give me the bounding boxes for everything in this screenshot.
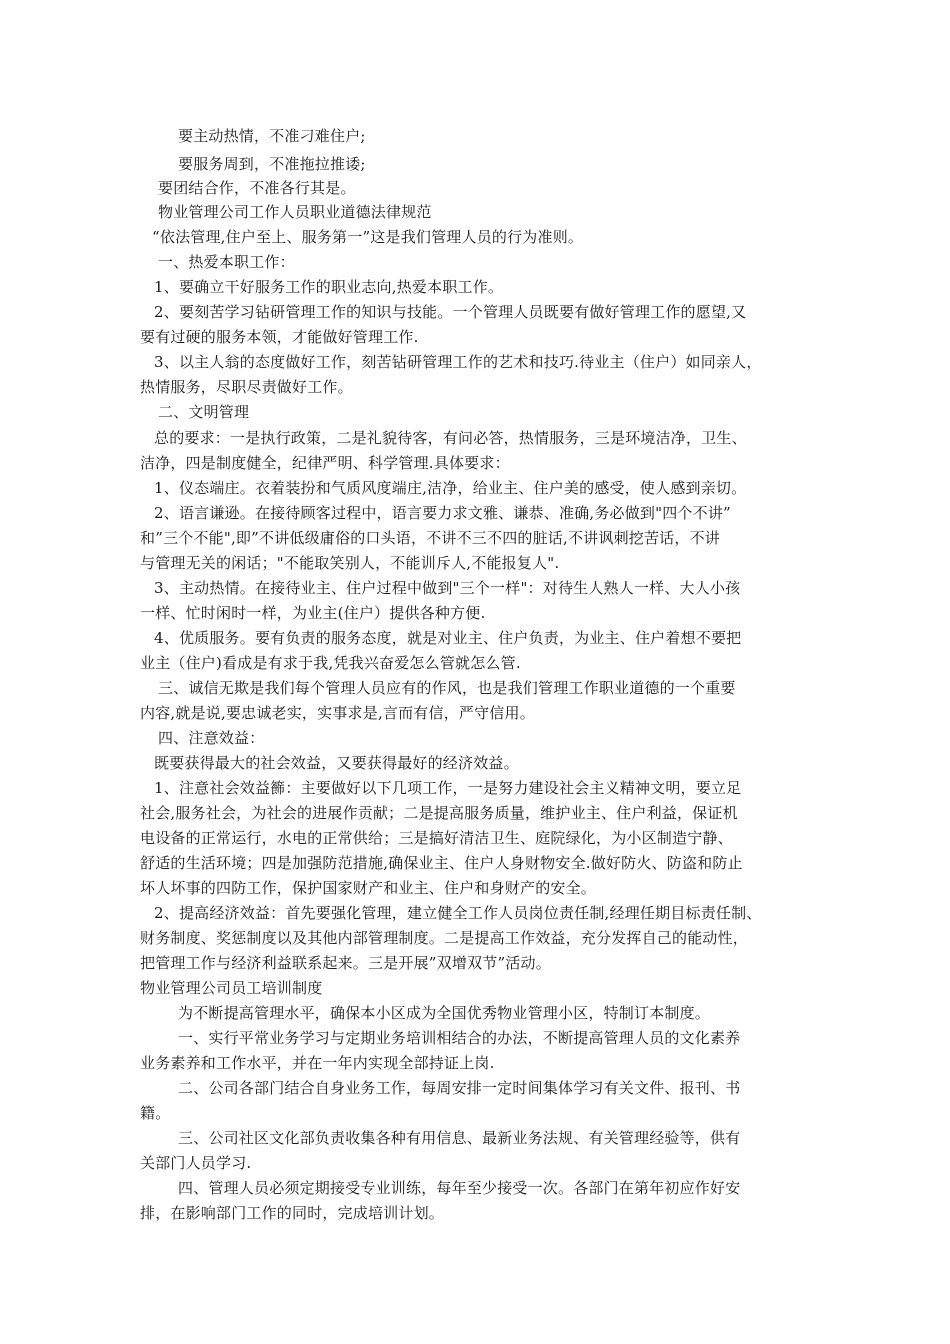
text-line: 四、管理人员必须定期接受专业训练，每年至少接受一次。各部门在第年初应作好安 bbox=[178, 1179, 741, 1197]
text-line: 和”三个不能",即”不讲低级庸俗的口头语，不讲不三不四的脏话,不讲讽刺挖苦话，不讲 bbox=[140, 529, 720, 547]
text-line: 社会,服务社会，为社会的进展作贡献；二是提高服务质量，维护业主、住户利益，保证机 bbox=[140, 804, 738, 822]
text-line: 要有过硬的服务本领，才能做好管理工作. bbox=[140, 328, 419, 346]
text-line: 热情服务，尽职尽责做好工作。 bbox=[140, 378, 353, 396]
section-heading: 物业管理公司工作人员职业道德法律规范 bbox=[158, 203, 432, 221]
text-line: 电设备的正常运行，水电的正常供给；三是搞好清洁卫生、庭院绿化，为小区制造宁静、 bbox=[140, 829, 733, 847]
text-line: 3、以主人翁的态度做好工作，刻苦钻研管理工作的艺术和技巧.待业主（住户）如同亲人， bbox=[154, 353, 762, 371]
text-line: 既要获得最大的社会效益，又要获得最好的经济效益。 bbox=[154, 754, 519, 772]
text-line: 关部门人员学习. bbox=[140, 1154, 252, 1172]
section-heading: 一、热爱本职工作： bbox=[158, 253, 295, 271]
text-line: 2、要刻苦学习钻研管理工作的知识与技能。一个管理人员既要有做好管理工作的愿望,又 bbox=[154, 303, 747, 321]
text-line: 3、主动热情。在接待业主、住户过程中做到"三个一样"：对待生人熟人一样、大人小孩 bbox=[154, 579, 741, 597]
text-line: 1、仪态端庄。衣着装扮和气质风度端庄,洁净，给业主、住户美的感受，使人感到亲切。 bbox=[154, 479, 747, 497]
text-line: 一样、忙时闲时一样，为业主(住户）提供各种方便. bbox=[140, 604, 486, 622]
text-line: 舒适的生活环境；四是加强防范措施,确保业主、住户人身财物安全.做好防火、防盗和防止 bbox=[140, 854, 743, 872]
text-line: 1、要确立干好服务工作的职业志向,热爱本职工作。 bbox=[154, 278, 504, 296]
text-line: 2、语言谦逊。在接待顾客过程中，语言要力求文雅、谦恭、准确,务必做到"四个不讲” bbox=[154, 504, 731, 522]
text-line: 4、优质服务。要有负责的服务态度，就是对业主、住户负责，为业主、住户着想不要把 bbox=[154, 629, 742, 647]
text-line: 为不断提高管理水平，确保本小区成为全国优秀物业管理小区，特制订本制度。 bbox=[178, 1004, 711, 1022]
text-line: 洁净，四是制度健全，纪律严明、科学管理.具体要求： bbox=[140, 454, 510, 472]
text-line: 三、公司社区文化部负责收集各种有用信息、最新业务法规、有关管理经验等，供有 bbox=[178, 1129, 741, 1147]
text-line: 业主（住户)看成是有求于我,凭我兴奋爱怎么管就怎么管. bbox=[140, 654, 521, 672]
text-line: 把管理工作与经济利益联系起来。三是开展”双增双节”活动。 bbox=[140, 954, 551, 972]
text-line: 要团结合作，不准各行其是。 bbox=[158, 179, 356, 197]
text-line: 籍。 bbox=[140, 1104, 171, 1122]
text-line: “依法管理,住户至上、服务第一”这是我们管理人员的行为准则。 bbox=[152, 228, 584, 246]
text-line: 坏人坏事的四防工作，保护国家财产和业主、住户和身财产的安全。 bbox=[140, 879, 597, 897]
text-line: 2、提高经济效益：首先要强化管理，建立健全工作人员岗位责任制,经理任期目标责任制、 bbox=[154, 904, 762, 922]
text-line: 业务素养和工作水平，并在一年内实现全部持证上岗. bbox=[140, 1054, 495, 1072]
text-line: 二、公司各部门结合自身业务工作，每周安排一定时间集体学习有关文件、报刊、书 bbox=[178, 1079, 741, 1097]
text-line: 内容,就是说,要忠诚老实，实事求是,言而有信，严守信用。 bbox=[140, 704, 535, 722]
section-heading: 四、注意效益： bbox=[158, 729, 265, 747]
section-heading: 物业管理公司员工培训制度 bbox=[140, 979, 323, 997]
text-line: 一、实行平常业务学习与定期业务培训相结合的办法，不断提高管理人员的文化素养 bbox=[178, 1029, 741, 1047]
text-line: 财务制度、奖惩制度以及其他内部管理制度。二是提高工作效益，充分发挥自己的能动性， bbox=[140, 929, 749, 947]
text-line: 三、诚信无欺是我们每个管理人员应有的作风，也是我们管理工作职业道德的一个重要 bbox=[158, 679, 736, 697]
section-heading: 二、文明管理 bbox=[158, 403, 250, 421]
text-line: 排，在影响部门工作的同时，完成培训计划。 bbox=[140, 1204, 445, 1222]
text-line: 1、注意社会效益籂：主要做好以下几项工作，一是努力建设社会主义精神文明，要立足 bbox=[154, 779, 742, 797]
text-line: 要主动热情，不准刁难住户; bbox=[178, 127, 366, 145]
text-line: 总的要求：一是执行政策，二是礼貌待客，有问必答，热情服务，三是环境洁净，卫生、 bbox=[154, 429, 747, 447]
text-line: 与管理无关的闲话；"不能取笑别人，不能训斥人,不能报复人". bbox=[140, 554, 560, 572]
text-line: 要服务周到，不准拖拉推诿; bbox=[178, 155, 366, 173]
